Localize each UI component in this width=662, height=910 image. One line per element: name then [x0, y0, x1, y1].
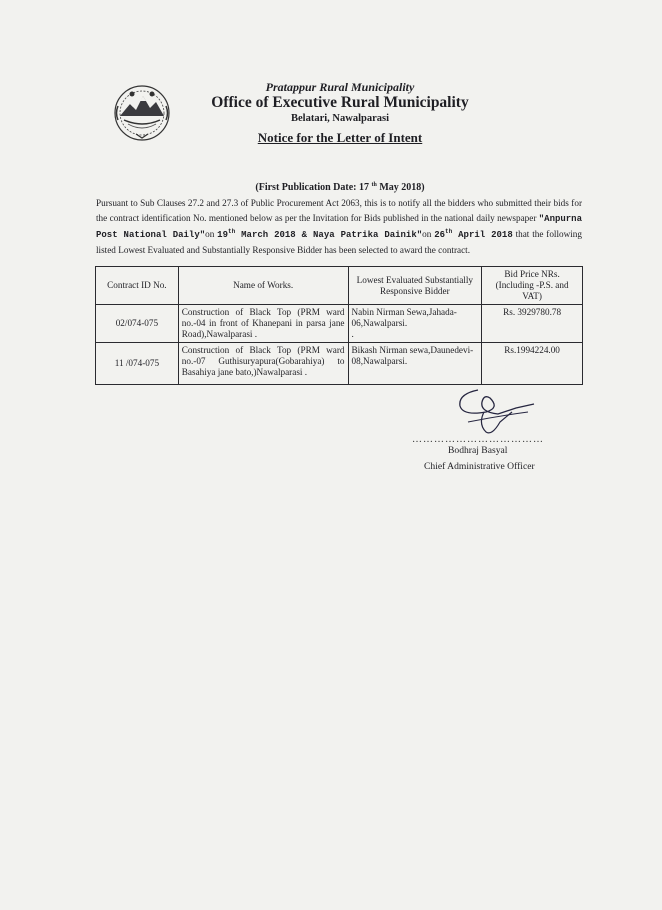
signatory-name: Bodhraj Basyal	[448, 445, 508, 456]
table-row	[96, 343, 583, 385]
contract-id: 11 /074-075	[96, 343, 179, 385]
municipality-name: Pratappur Rural Municipality	[265, 80, 415, 94]
signature-line: ………………………………	[412, 434, 544, 445]
table-header-row	[96, 267, 583, 305]
signature-block	[400, 382, 580, 482]
municipality-emblem-icon	[112, 82, 172, 144]
header-bidder: Lowest Evaluated Substantially Responsive Bidder	[348, 267, 482, 305]
header-bid-price: Bid Price NRs. (Including -P.S. and VAT)	[482, 267, 583, 305]
bidder-name: Bikash Nirman sewa,Daunedevi-08,Nawalparsi.	[348, 343, 482, 385]
newspaper-name-1: "Anpurna Post National Daily"	[96, 214, 582, 240]
publication-date: (First Publication Date: 17 $^{th}$ May 2018)	[255, 182, 425, 193]
header-work-name: Name of Works.	[178, 267, 348, 305]
notice-body: Pursuant to Sub Clauses 27.2 and 27.3 of Public Procurement Act 2063, this is to notify all the bidders who submitted their bids for the contract identification No. mentioned below as per the Invitation for Bids published in the national daily newspaper "Anpurna Post National Daily"on 19th March 2018 & Naya Patrika Dainik"on 26th April 2018 that the following listed Lowest Evaluated and Substantially Responsive Bidder has been selected to award the contract.	[96, 198, 582, 255]
bid-price: Rs.1994224.00	[482, 343, 583, 385]
bidder-name: Nabin Nirman Sewa,Jahada-06,Nawalparsi. .	[348, 305, 482, 343]
contract-id: 02/074-075	[96, 305, 179, 343]
signatory-title: Chief Administrative Officer	[424, 461, 535, 472]
handwritten-signature-icon	[438, 382, 538, 442]
office-name: Office of Executive Rural Municipality	[211, 94, 469, 111]
work-name: Construction of Black Top (PRM ward no.-07 Guthisuryapura(Gobarahiya) to Basahiya jane bato,)Nawalparasi .	[178, 343, 348, 385]
work-name: Construction of Black Top (PRM ward no.-04 in front of Khanepani in parsa jane Road),Nawalparasi .	[178, 305, 348, 343]
contract-table	[95, 266, 583, 385]
notice-title: Notice for the Letter of Intent	[257, 130, 423, 145]
newspaper-name-2: Naya Patrika Dainik"	[313, 230, 423, 240]
header-contract-id: Contract ID No.	[96, 267, 179, 305]
bid-price: Rs. 3929780.78	[482, 305, 583, 343]
table-row	[96, 305, 583, 343]
office-address: Belatari, Nawalparasi	[291, 113, 389, 124]
